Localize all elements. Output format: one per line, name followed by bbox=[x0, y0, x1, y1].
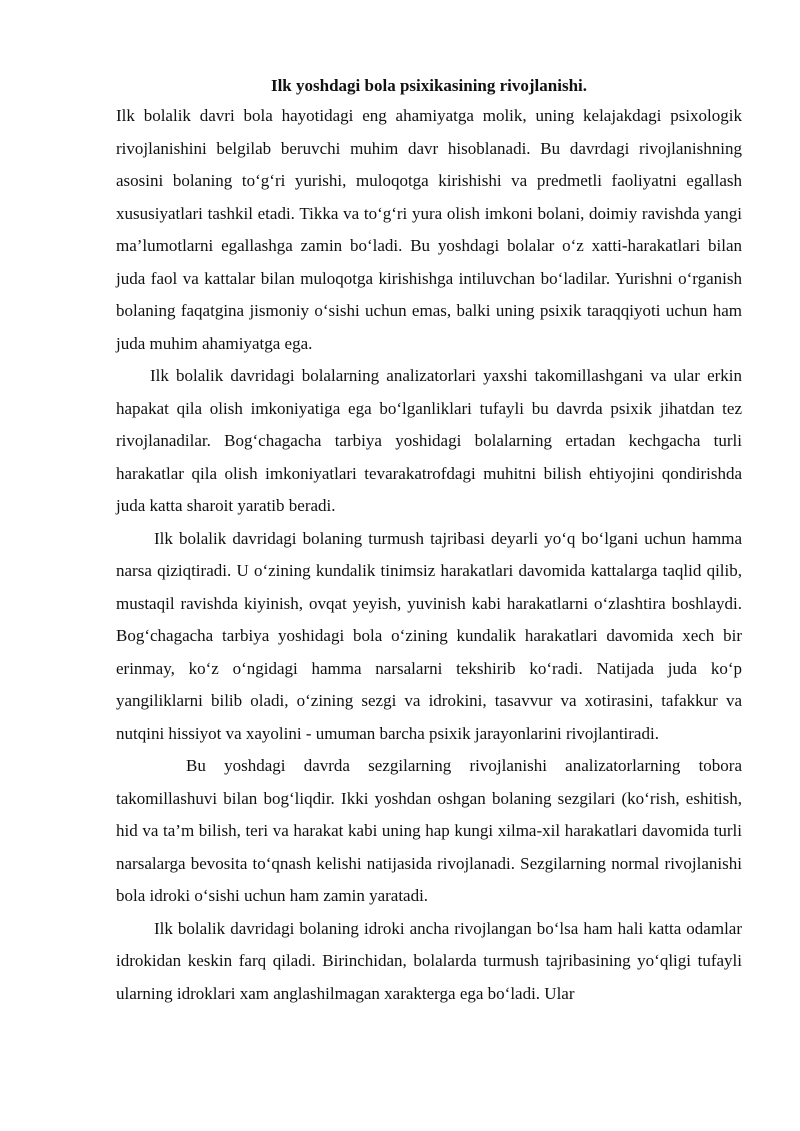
paragraph-3: Ilk bolalik davridagi bolaning turmush tajribasi deyarli yo‘q bo‘lgani uchun hamma narsa qiziqtiradi. U o‘zining kundalik tinimsiz harakatlari davomida kattalarga taqlid qilib, mustaqil ravishda kiyinish, ovqat yeyish, yuvinish kabi harakatlarni o‘zlashtira boshlaydi. Bog‘chagacha tarbiya yoshidagi bola o‘zining kundalik harakatlari davomida xech bir erinmay, ko‘z o‘ngidagi hamma narsalarni tekshirib ko‘radi. Natijada juda ko‘p yangiliklarni bilib oladi, o‘zining sezgi va idrokini, tasavvur va xotirasini, tafakkur va nutqini hissiyot va xayolini - umuman barcha psixik jarayonlarini rivojlantiradi. bbox=[116, 528, 742, 743]
document-page bbox=[116, 72, 742, 1010]
paragraph-5: Ilk bolalik davridagi bolaning idroki ancha rivojlangan bo‘lsa ham hali katta odamlar idrokidan keskin farq qiladi. Birinchidan, bolalarda turmush tajribasining yo‘qligi tufayli ularning idroklari xam anglashilmagan xarakterga ega bo‘ladi. Ular bbox=[116, 918, 742, 1003]
paragraph-2: Ilk bolalik davridagi bolalarning analizatorlari yaxshi takomillashgani va ular erkin hapakat qila olish imkoniyatiga ega bo‘lganliklari tufayli bu davrda psixik jihatdan tez rivojlanadilar. Bog‘chagacha tarbiya yoshidagi bolalarning ertadan kechgacha turli harakatlar qila olish imkoniyatlari tevarakatrofdagi muhitni bilish ehtiyojini qondirishda juda katta sharoit yaratib beradi. bbox=[116, 366, 742, 515]
document-title: Ilk yoshdagi bola psixikasining rivojlanishi. bbox=[270, 76, 588, 95]
paragraph-1: Ilk bolalik davri bola hayotidagi eng ahamiyatga molik, uning kelajakdagi psixologik rivojlanishini belgilab beruvchi muhim davr hisoblanadi. Bu davrdagi rivojlanishning asosini bolaning to‘g‘ri yurishi, muloqotga kirishishi va predmetli faoliyatni egallash xususiyatlari tashkil etadi. Tikka va to‘g‘ri yura olish imkoni bolani, doimiy ravishda yangi ma’lumotlarni egallashga zamin bo‘ladi. Bu yoshdagi bolalar o‘z xatti-harakatlari bilan juda faol va kattalar bilan muloqotga kirishishga intiluvchan bo‘ladilar. Yurishni o‘rganish bolaning faqatgina jismoniy o‘sishi uchun emas, balki uning psixik taraqqiyoti uchun ham juda muhim ahamiyatga ega. bbox=[116, 106, 742, 353]
paragraph-4: Bu yoshdagi davrda sezgilarning rivojlanishi analizatorlarning tobora takomillashuvi bilan bog‘liqdir. Ikki yoshdan oshgan bolaning sezgilari (ko‘rish, eshitish, hid va ta’m bilish, teri va harakat kabi uning hap kungi xilma-xil harakatlari davomida turli narsalarga bevosita to‘qnash kelishi natijasida rivojlanadi. Sezgilarning normal rivojlanishi bola idroki o‘sishi uchun ham zamin yaratadi. bbox=[116, 756, 742, 905]
